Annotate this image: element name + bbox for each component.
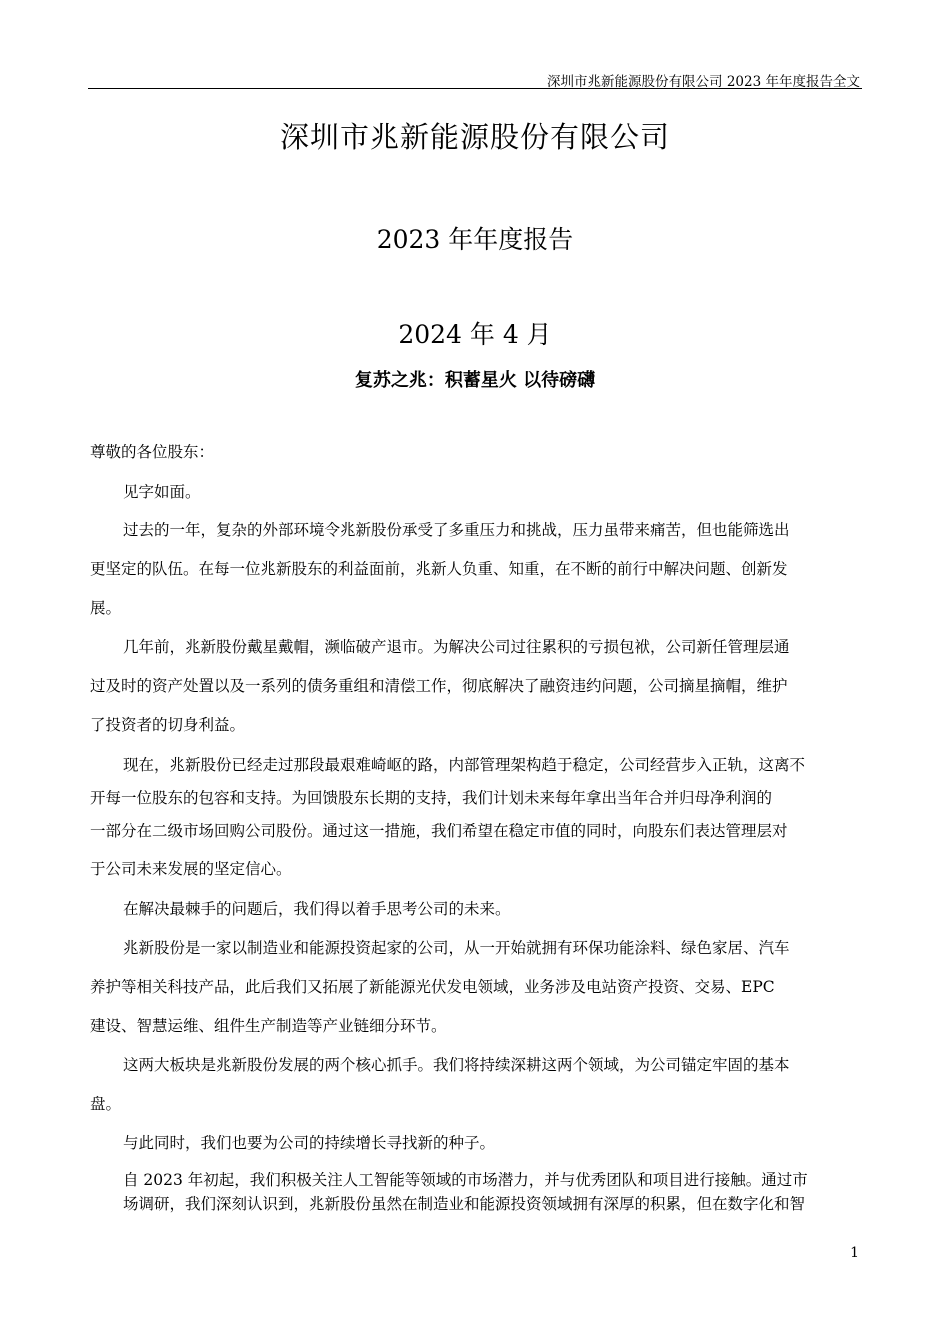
body-line: 过及时的资产处置以及一系列的债务重组和清偿工作，彻底解决了融资违约问题，公司摘星摘帽，维护: [90, 677, 788, 695]
body-line: 一部分在二级市场回购公司股份。通过这一措施，我们希望在稳定市值的同时，向股东们表达管理层对: [90, 822, 788, 840]
body-line: 场调研，我们深刻认识到，兆新股份虽然在制造业和能源投资领域拥有深厚的积累，但在数字化和智: [123, 1195, 806, 1213]
body-line: 兆新股份是一家以制造业和能源投资起家的公司，从一开始就拥有环保功能涂料、绿色家居、汽车: [123, 939, 790, 957]
body-line: 在解决最棘手的问题后，我们得以着手思考公司的未来。: [123, 900, 511, 918]
body-line: 过去的一年，复杂的外部环境令兆新股份承受了多重压力和挑战，压力虽带来痛苦，但也能筛选出: [123, 521, 790, 539]
body-line: 更坚定的队伍。在每一位兆新股东的利益面前，兆新人负重、知重，在不断的前行中解决问题、创新发: [90, 560, 788, 578]
body-line: 展。: [90, 599, 122, 617]
body-line: 养护等相关科技产品，此后我们又拓展了新能源光伏发电领域，业务涉及电站资产投资、交易、EPC: [90, 978, 775, 996]
body-line: 见字如面。: [123, 483, 201, 501]
salutation: 尊敬的各位股东：: [90, 443, 215, 461]
running-header: 深圳市兆新能源股份有限公司 2023 年年度报告全文: [547, 74, 860, 90]
report-title: 2023 年年度报告: [376, 225, 574, 254]
page-number: 1: [850, 1245, 859, 1261]
body-line: 这两大板块是兆新股份发展的两个核心抓手。我们将持续深耕这两个领域，为公司锚定牢固的基本: [123, 1056, 790, 1074]
body-line: 了投资者的切身利益。: [90, 716, 246, 734]
body-line: 建设、智慧运维、组件生产制造等产业链细分环节。: [90, 1017, 447, 1035]
header-divider: [88, 88, 862, 89]
body-line: 开每一位股东的包容和支持。为回馈股东长期的支持，我们计划未来每年拿出当年合并归母净利润的: [90, 789, 773, 807]
body-line: 自 2023 年初起，我们积极关注人工智能等领域的市场潜力，并与优秀团队和项目进行接触。通过市: [123, 1171, 808, 1189]
body-line: 现在，兆新股份已经走过那段最艰难崎岖的路，内部管理架构趋于稳定，公司经营步入正轨，这离不: [123, 756, 806, 774]
body-line: 于公司未来发展的坚定信心。: [90, 860, 292, 878]
report-date: 2024 年 4 月: [398, 320, 552, 349]
company-name: 深圳市兆新能源股份有限公司: [279, 120, 670, 154]
body-line: 几年前，兆新股份戴星戴帽，濒临破产退市。为解决公司过往累积的亏损包袱，公司新任管理层通: [123, 638, 790, 656]
body-line: 盘。: [90, 1095, 122, 1113]
body-line: 与此同时，我们也要为公司的持续增长寻找新的种子。: [123, 1134, 496, 1152]
letter-title: 复苏之兆：积蓄星火 以待磅礴: [354, 370, 596, 391]
